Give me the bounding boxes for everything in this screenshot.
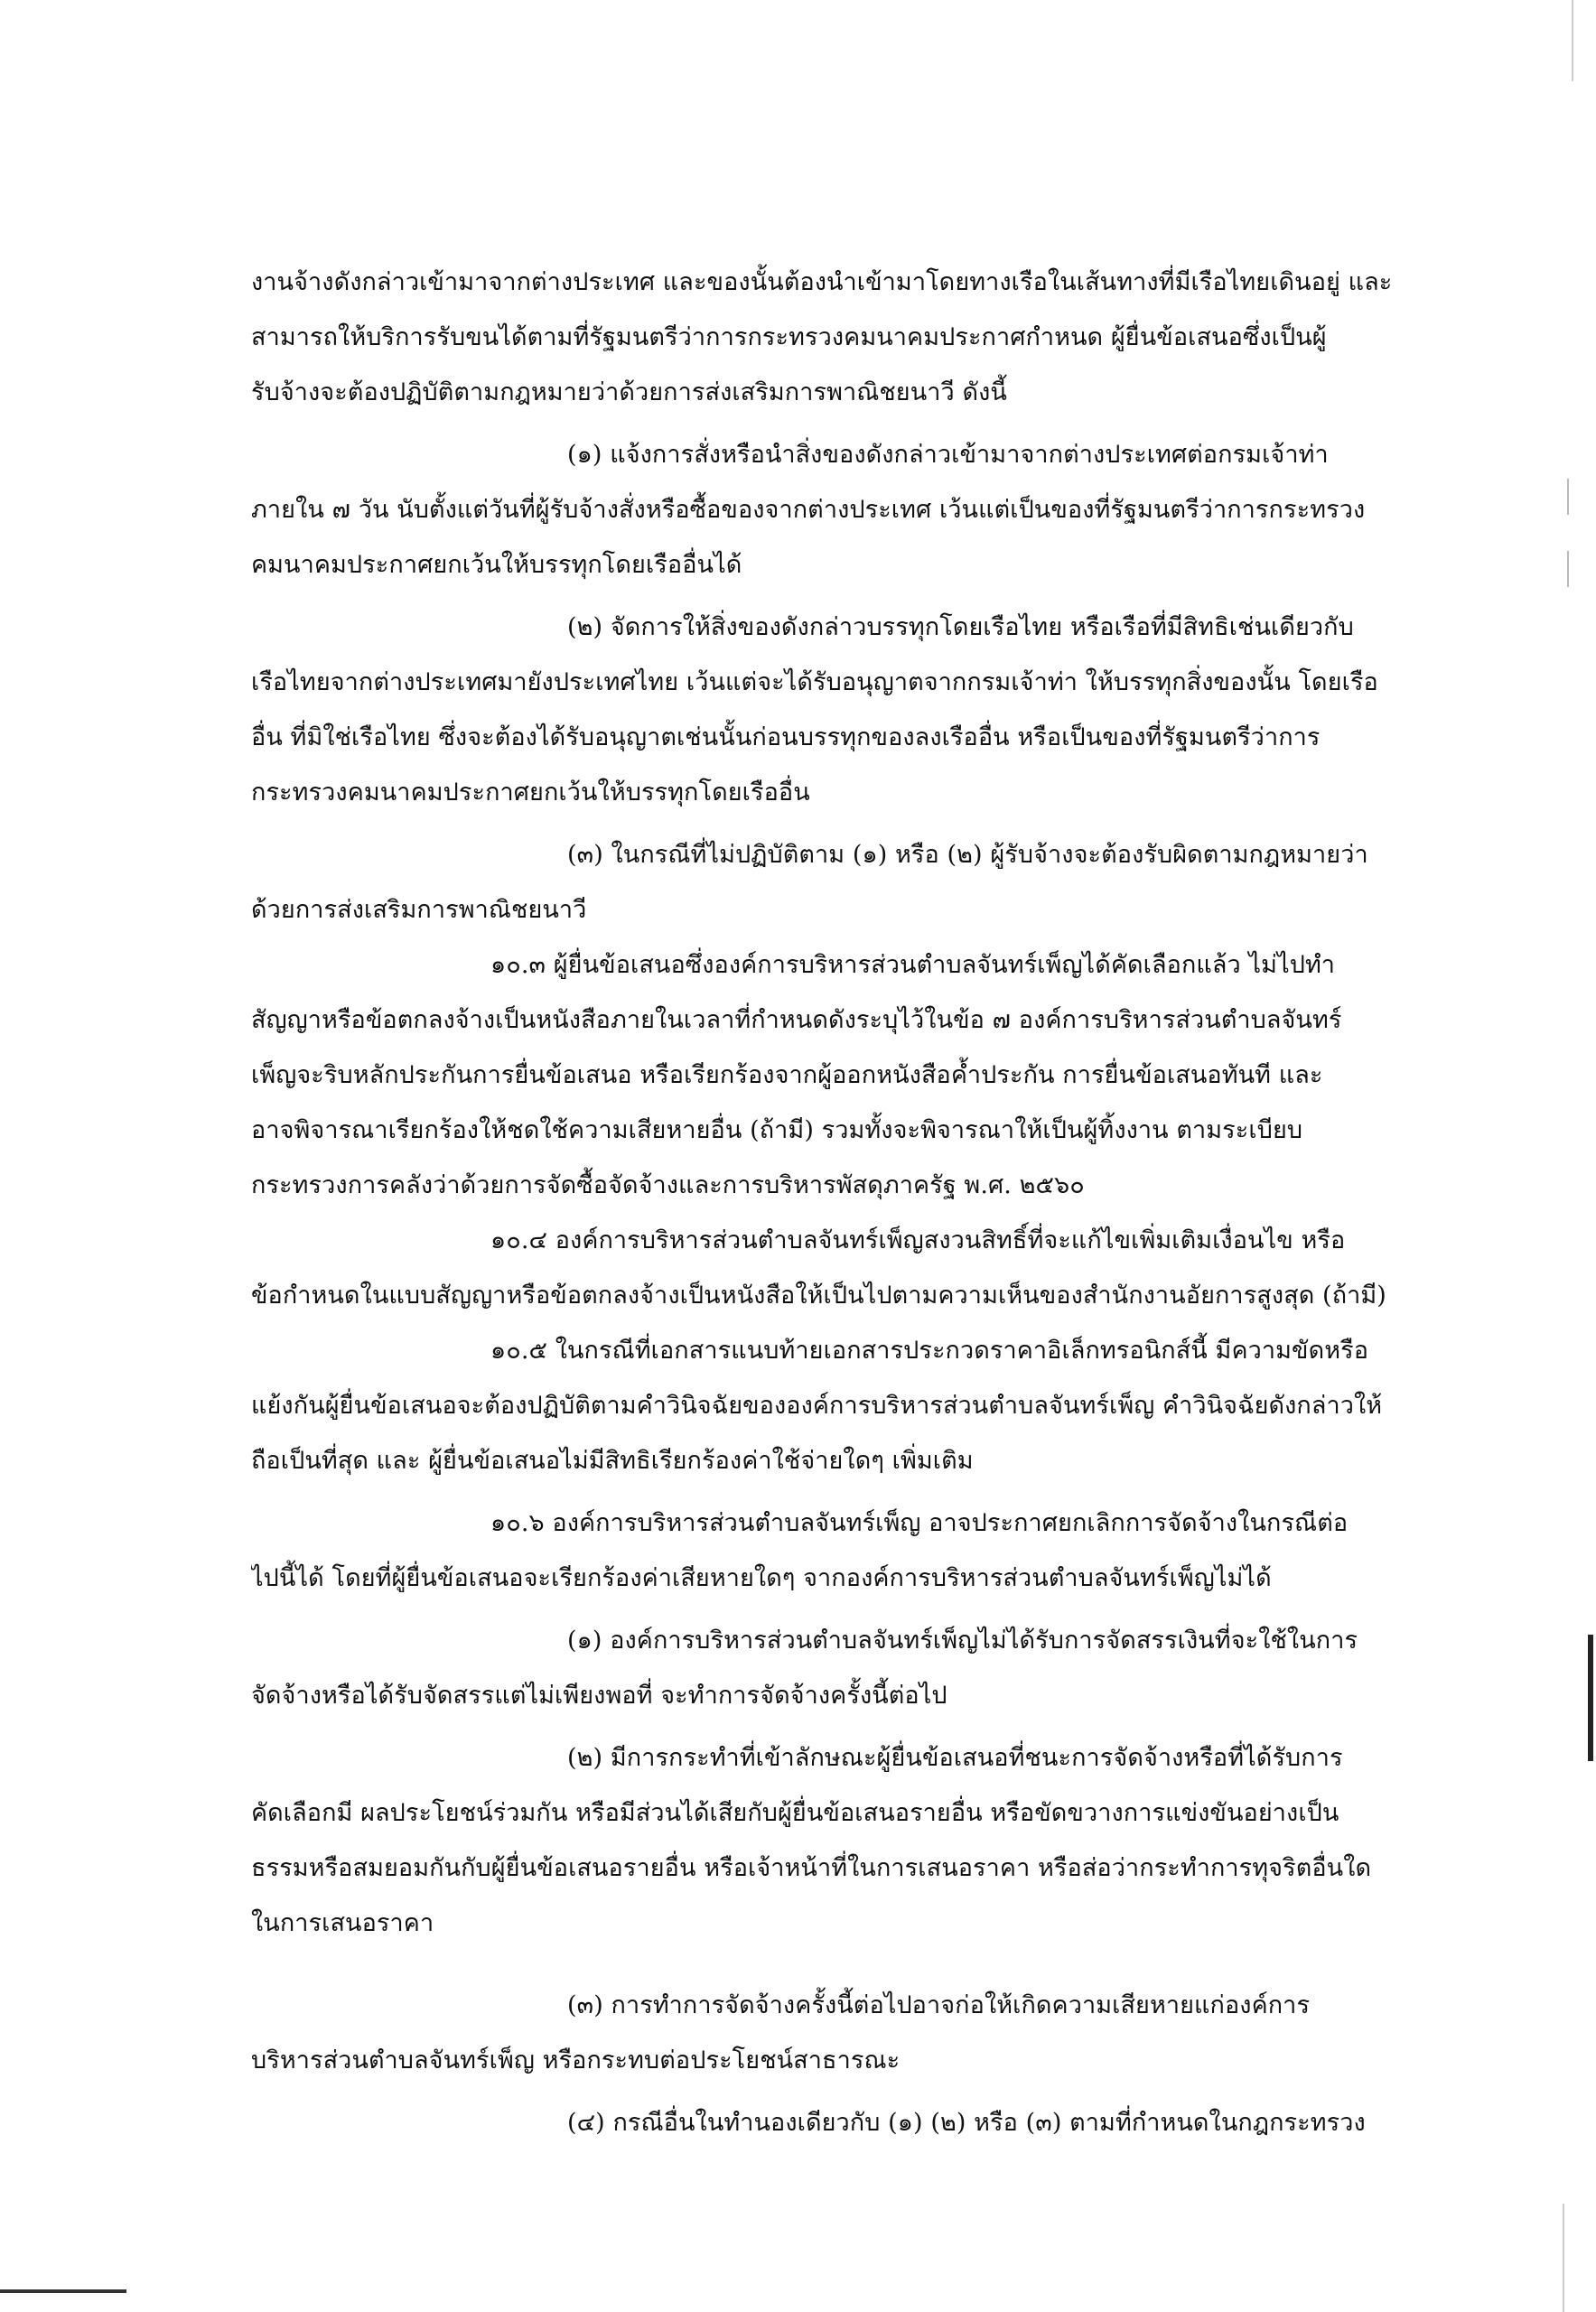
text-line: คมนาคมประกาศยกเว้นให้บรรทุกโดยเรืออื่นได้ [251,551,742,579]
text-line: ไปนี้ได้ โดยที่ผู้ยื่นข้อเสนอจะเรียกร้องค่าเสียหายใดๆ จากองค์การบริหารส่วนตำบลจันทร์เพ็ญไม่ได้ [251,1564,1272,1592]
item-line: (๓) ในกรณีที่ไม่ปฏิบัติตาม (๑) หรือ (๒) ผู้รับจ้างจะต้องรับผิดตามกฎหมายว่า [567,841,1368,869]
clause-line: ๑๐.๔ องค์การบริหารส่วนตำบลจันทร์เพ็ญสงวนสิทธิ์ที่จะแก้ไขเพิ่มเติมเงื่อนไข หรือ [490,1226,1346,1254]
scan-artifact-mark [0,2289,126,2293]
text-line: รับจ้างจะต้องปฏิบัติตามกฎหมายว่าด้วยการส่งเสริมการพาณิชยนาวี ดังนี้ [251,378,1007,406]
clause-line: ๑๐.๕ ในกรณีที่เอกสารแนบท้ายเอกสารประกวดราคาอิเล็กทรอนิกส์นี้ มีความขัดหรือ [490,1337,1369,1365]
text-line: คัดเลือกมี ผลประโยชน์ร่วมกัน หรือมีส่วนได้เสียกับผู้ยื่นข้อเสนอรายอื่น หรือขัดขวางการแข่งขันอย่างเป็น [251,1799,1339,1827]
text-line: จัดจ้างหรือได้รับจัดสรรแต่ไม่เพียงพอที่ จะทำการจัดจ้างครั้งนี้ต่อไป [251,1682,947,1710]
text-line: อื่น ที่มิใช่เรือไทย ซึ่งจะต้องได้รับอนุญาตเช่นนั้นก่อนบรรทุกของลงเรืออื่น หรือเป็นของที่รัฐมนตรีว่าการ [251,723,1321,751]
text-line: ข้อกำหนดในแบบสัญญาหรือข้อตกลงจ้างเป็นหนังสือให้เป็นไปตามความเห็นของสำนักงานอัยการสูงสุด (ถ้ามี) [251,1282,1386,1310]
item-line: (๒) มีการกระทำที่เข้าลักษณะผู้ยื่นข้อเสนอที่ชนะการจัดจ้างหรือที่ได้รับการ [567,1744,1343,1772]
document-body [251,255,1425,2150]
item-line: (๔) กรณีอื่นในทำนองเดียวกับ (๑) (๒) หรือ (๓) ตามที่กำหนดในกฎกระทรวง [567,2109,1366,2137]
text-line: ธรรมหรือสมยอมกันกับผู้ยื่นข้อเสนอรายอื่น หรือเจ้าหน้าที่ในการเสนอราคา หรือส่อว่ากระทำการทุจริตอื่นใด [251,1854,1372,1882]
text-line: เพ็ญจะริบหลักประกันการยื่นข้อเสนอ หรือเรียกร้องจากผู้ออกหนังสือค้ำประกัน การยื่นข้อเสนอทันที และ [251,1061,1323,1089]
text-line: สามารถให้บริการรับขนได้ตามที่รัฐมนตรีว่าการกระทรวงคมนาคมประกาศกำหนด ผู้ยื่นข้อเสนอซึ่งเป็นผู้ [251,323,1327,351]
scan-artifact-mark [1572,0,1573,81]
text-line: บริหารส่วนตำบลจันทร์เพ็ญ หรือกระทบต่อประโยชน์สาธารณะ [251,2046,901,2074]
text-line: กระทรวงคมนาคมประกาศยกเว้นให้บรรทุกโดยเรืออื่น [251,778,810,806]
clause-line: ๑๐.๓ ผู้ยื่นข้อเสนอซึ่งองค์การบริหารส่วนตำบลจันทร์เพ็ญได้คัดเลือกแล้ว ไม่ไปทำ [490,951,1336,979]
text-line: ในการเสนอราคา [251,1909,434,1937]
text-line: สัญญาหรือข้อตกลงจ้างเป็นหนังสือภายในเวลาที่กำหนดดังระบุไว้ในข้อ ๗ องค์การบริหารส่วนตำบลจันทร์ [251,1006,1342,1034]
text-line: เรือไทยจากต่างประเทศมายังประเทศไทย เว้นแต่จะได้รับอนุญาตจากกรมเจ้าท่า ให้บรรทุกสิ่งของนั้น โดยเรือ [251,668,1378,696]
text-line: อาจพิจารณาเรียกร้องให้ชดใช้ความเสียหายอื่น (ถ้ามี) รวมทั้งจะพิจารณาให้เป็นผู้ทิ้งงาน ตามระเบียบ [251,1116,1303,1144]
scan-artifact-mark [1567,479,1569,515]
text-line: กระทรวงการคลังว่าด้วยการจัดซื้อจัดจ้างและการบริหารพัสดุภาครัฐ พ.ศ. ๒๕๖๐ [251,1171,1085,1199]
text-line: ภายใน ๗ วัน นับตั้งแต่วันที่ผู้รับจ้างสั่งหรือซื้อของจากต่างประเทศ เว้นแต่เป็นของที่รัฐมนตรีว่าการกระทรวง [251,496,1366,524]
item-line: (๓) การทำการจัดจ้างครั้งนี้ต่อไปอาจก่อให้เกิดความเสียหายแก่องค์การ [567,1991,1311,2019]
text-line: แย้งกันผู้ยื่นข้อเสนอจะต้องปฏิบัติตามคำวินิจฉัยขององค์การบริหารส่วนตำบลจันทร์เพ็ญ คำวินิจฉัยดังกล่าวให้ [251,1392,1383,1420]
scan-artifact-mark [1563,2204,1564,2312]
item-line: (๑) แจ้งการสั่งหรือนำสิ่งของดังกล่าวเข้ามาจากต่างประเทศต่อกรมเจ้าท่า [567,441,1329,469]
text-line: งานจ้างดังกล่าวเข้ามาจากต่างประเทศ และของนั้นต้องนำเข้ามาโดยทางเรือในเส้นทางที่มีเรือไทยเดินอยู่ และ [251,268,1393,296]
text-line: ถือเป็นที่สุด และ ผู้ยื่นข้อเสนอไม่มีสิทธิเรียกร้องค่าใช้จ่ายใดๆ เพิ่มเติม [251,1447,974,1475]
scan-artifact-mark [1567,551,1569,587]
item-line: (๒) จัดการให้สิ่งของดังกล่าวบรรทุกโดยเรือไทย หรือเรือที่มีสิทธิเช่นเดียวกับ [567,613,1354,641]
clause-line: ๑๐.๖ องค์การบริหารส่วนตำบลจันทร์เพ็ญ อาจประกาศยกเลิกการจัดจ้างในกรณีต่อ [490,1509,1349,1537]
scan-artifact-mark [1588,1635,1593,1761]
text-line: ด้วยการส่งเสริมการพาณิชยนาวี [251,896,587,924]
item-line: (๑) องค์การบริหารส่วนตำบลจันทร์เพ็ญไม่ได้รับการจัดสรรเงินที่จะใช้ในการ [567,1627,1358,1655]
